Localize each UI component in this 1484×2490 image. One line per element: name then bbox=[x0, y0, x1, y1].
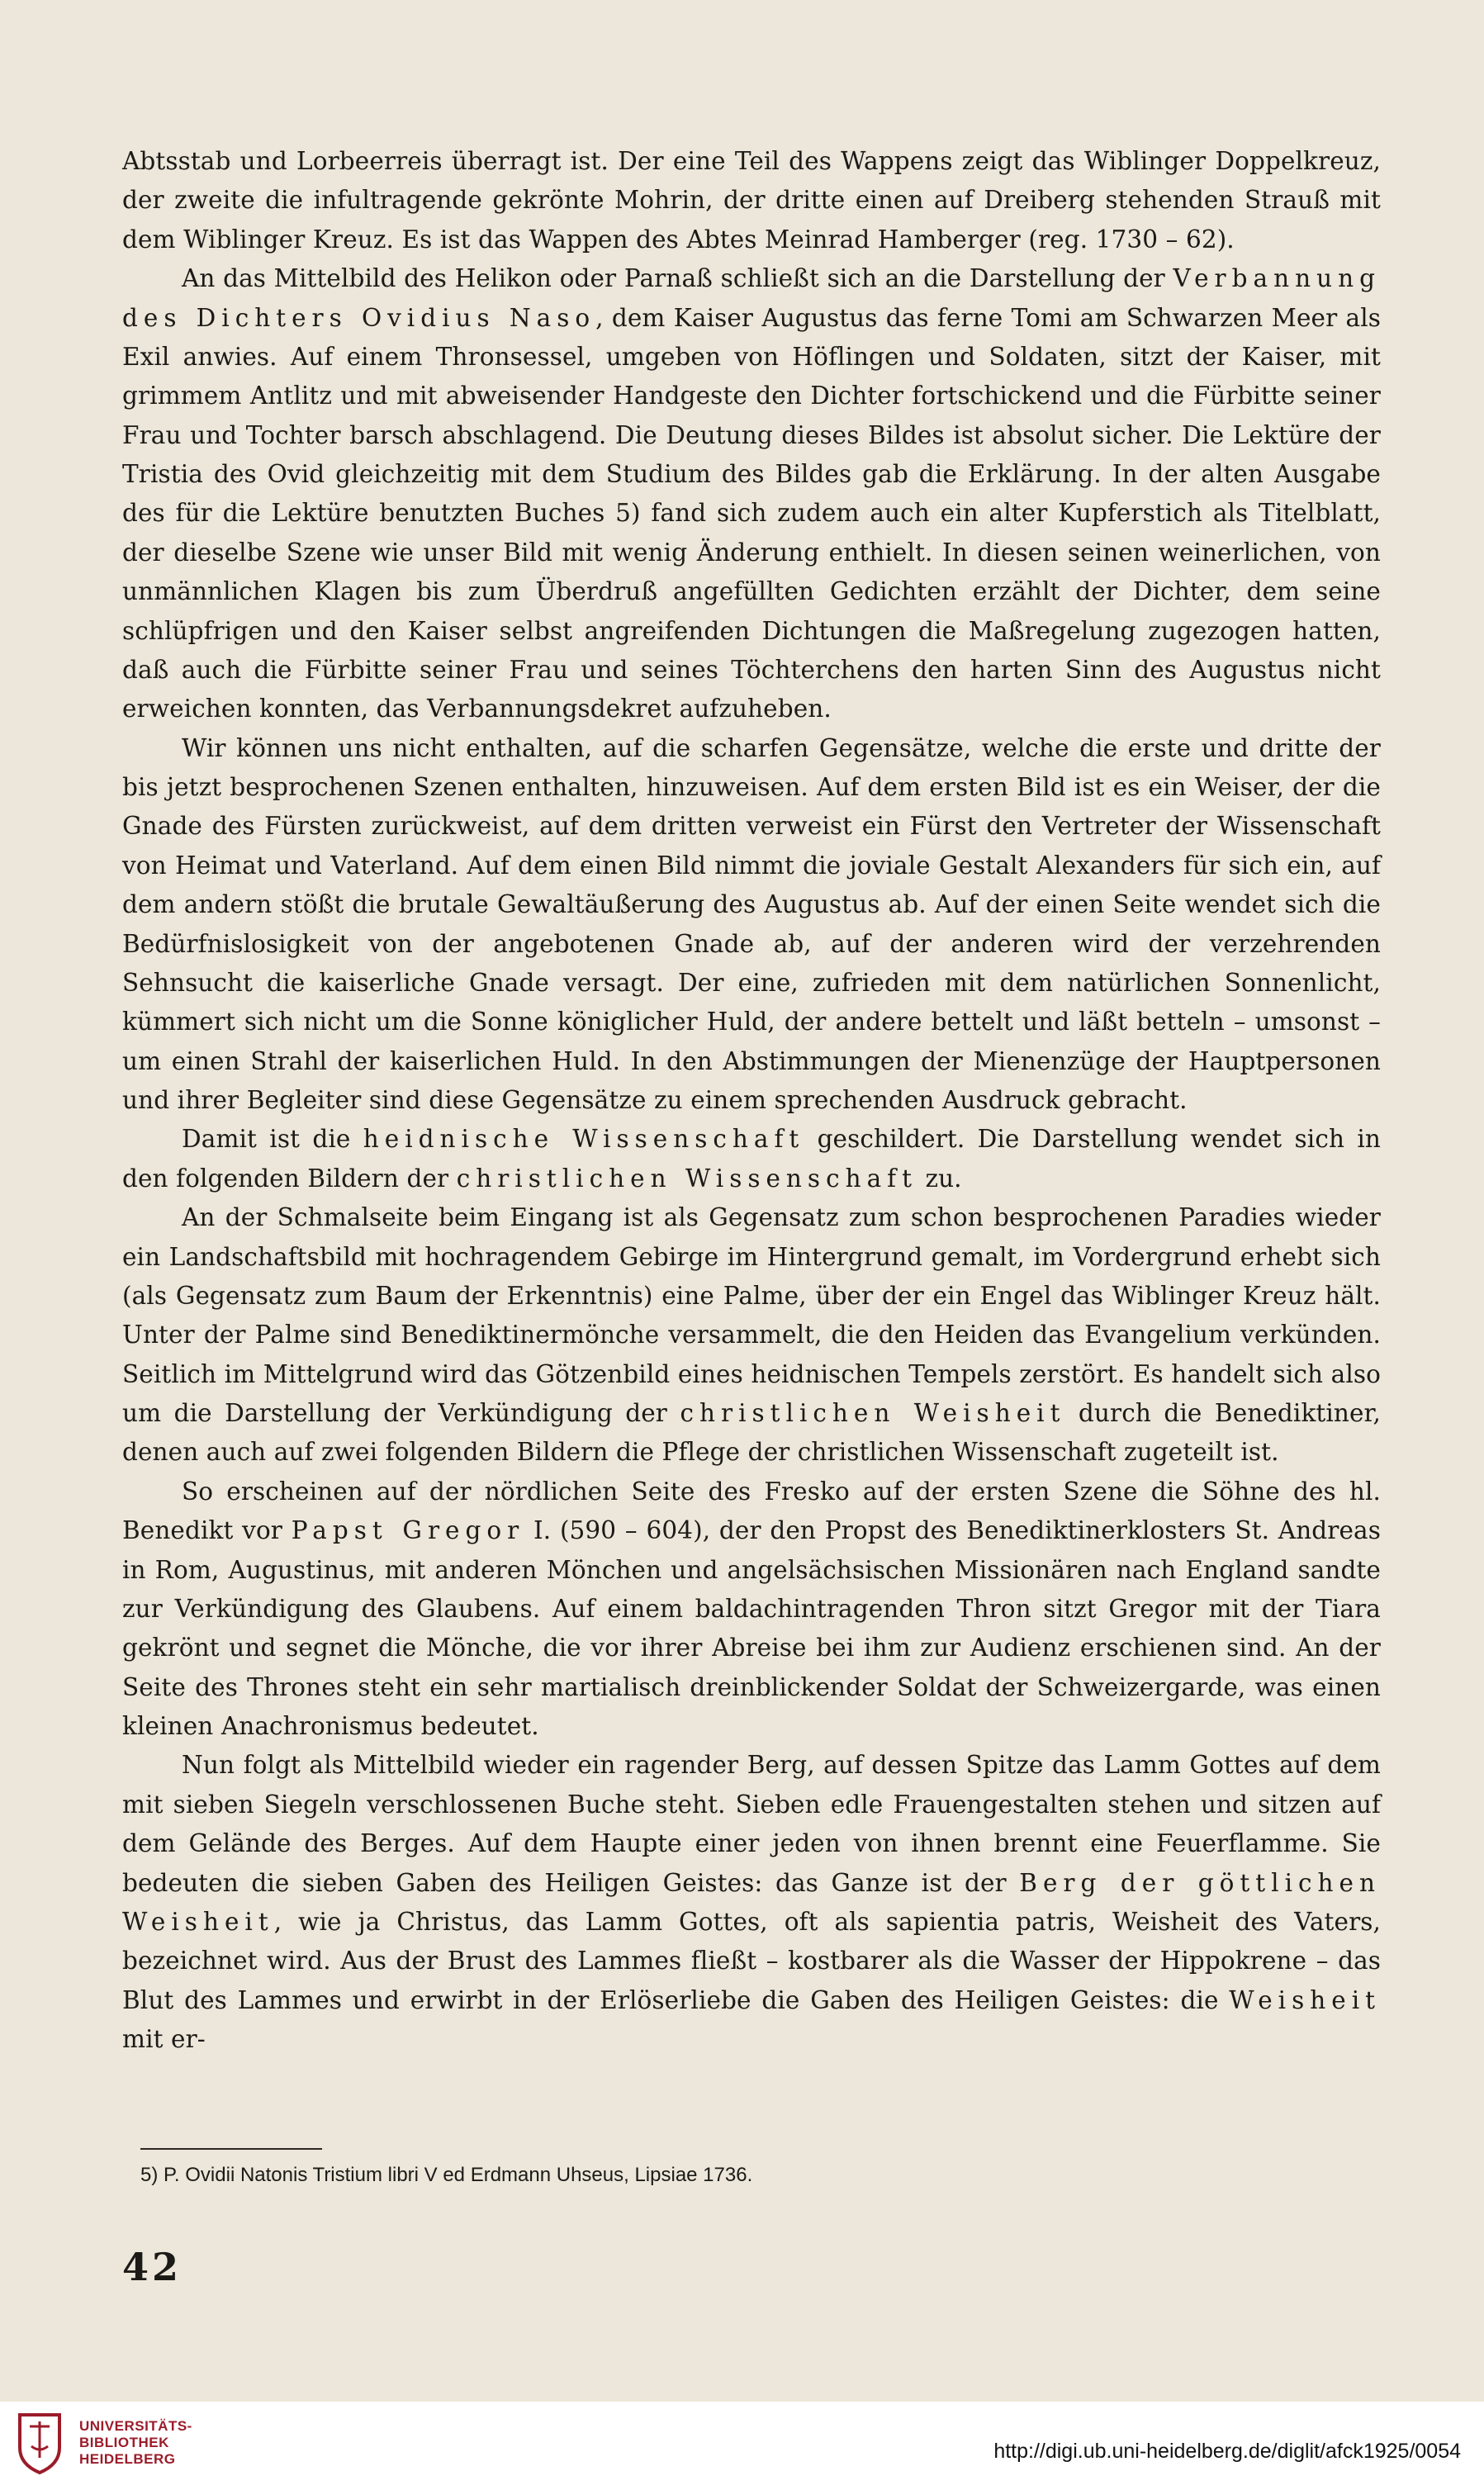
text-run: mit er- bbox=[122, 2025, 206, 2053]
text-run: So erscheinen auf der nördlichen Seite des Fresko auf der ersten Szene die Söhne des hl. Benedikt vor bbox=[122, 1477, 1381, 1545]
library-name[interactable] bbox=[79, 2418, 192, 2468]
spaced-emphasis: christlichen Wissenschaft bbox=[456, 1164, 917, 1193]
text-run: , wie ja Christus, das Lamm Gottes, oft als sapientia patris, Weisheit des Vaters, bezeichnet wird. Aus der Brust des Lammes fließt – kostbarer als die Wasser der Hippokrene – das Blut des Lammes und erwirbt in der Erlöserliebe die Gaben des Heiligen Geistes: die bbox=[122, 1907, 1381, 2014]
library-name-line2: BIBLIOTHEK bbox=[79, 2435, 169, 2450]
spaced-emphasis: Weisheit bbox=[1229, 1985, 1381, 2014]
spaced-emphasis: christlichen Weisheit bbox=[680, 1399, 1066, 1427]
spaced-emphasis: heidnische Wissenschaft bbox=[363, 1125, 805, 1154]
text-run: An der Schmalseite beim Eingang ist als Gegensatz zum schon besprochenen Paradies wieder ein Landschaftsbild mit hochragendem Gebirge im Hintergrund gemalt, im Vordergrund erhebt sich (als Gegensatz zum Baum der Erkenntnis) eine Palme, über der ein Engel das Wiblinger Kreuz hält. Unter der Palme sind Benediktinermönche versammelt, die den Heiden das Evangelium verkünden. Seitlich im Mittelgrund wird das Götzenbild eines heidnischen Tempels zerstört. Es handelt sich also um die Darstellung der Verkündigung der bbox=[122, 1203, 1381, 1427]
paragraph bbox=[122, 1746, 1381, 2059]
library-name-line1: UNIVERSITÄTS- bbox=[79, 2418, 192, 2434]
paragraph bbox=[122, 1473, 1381, 1747]
text-run: An das Mittelbild des Helikon oder Parnaß schließt sich an die Darstellung der bbox=[182, 264, 1173, 293]
page-number: 42 bbox=[122, 2245, 183, 2289]
text-run: Abtsstab und Lorbeerreis überragt ist. Der eine Teil des Wappens zeigt das Wiblinger Doppelkreuz, der zweite die infultragende gekrönte Mohrin, der dritte einen auf Dreiberg stehenden Strauß mit dem Wiblinger Kreuz. Es ist das Wappen des Abtes Meinrad Hamberger (reg. 1730 – 62). bbox=[122, 147, 1381, 254]
heidelberg-seal-icon bbox=[15, 2410, 64, 2476]
footnote: 5) P. Ovidii Natonis Tristium libri V ed Erdmann Uhseus, Lipsiae 1736. bbox=[140, 2164, 753, 2186]
body-text bbox=[122, 142, 1381, 2059]
spaced-emphasis: Verbannung des Dichters Ovidius Naso bbox=[122, 264, 1381, 332]
spaced-emphasis: Berg der göttlichen Weisheit bbox=[122, 1868, 1381, 1936]
paragraph bbox=[122, 259, 1381, 729]
spaced-emphasis: Papst Gregor bbox=[291, 1516, 525, 1545]
paragraph bbox=[122, 729, 1381, 1121]
text-run: geschildert. Die Darstellung wendet sich in den folgenden Bildern der bbox=[122, 1125, 1381, 1193]
paragraph bbox=[122, 1198, 1381, 1473]
text-run: , dem Kaiser Augustus das ferne Tomi am Schwarzen Meer als Exil anwies. Auf einem Thronsessel, umgeben von Höflingen und Soldaten, sitzt der Kaiser, mit grimmem Antlitz und mit abweisender Handgeste den Dichter fortschickend und die Fürbitte seiner Frau und Tochter barsch abschlagend. Die Deutung dieses Bildes ist absolut sicher. Die Lektüre der Tristia des Ovid gleichzeitig mit dem Studium des Bildes gab die Erklärung. In der alten Ausgabe des für die Lektüre benutzten Buches 5) fand sich zudem auch ein alter Kupferstich als Titelblatt, der dieselbe Szene wie unser Bild mit wenig Änderung enthielt. In diesen seinen weinerlichen, von unmännlichen Klagen bis zum Überdruß angefüllten Gedichten erzählt der Dichter, dem seine schlüpfrigen und den Kaiser selbst angreifenden Dichtungen die Maßregelung zugezogen hatten, daß auch die Fürbitte seiner Frau und seines Töchterchens den harten Sinn des Augustus nicht erweichen konnten, das Verbannungsdekret aufzuheben. bbox=[122, 303, 1381, 723]
footnote-rule bbox=[140, 2148, 322, 2150]
text-run: Nun folgt als Mittelbild wieder ein ragender Berg, auf dessen Spitze das Lamm Gottes auf dem mit sieben Siegeln verschlossenen Buche steht. Sieben edle Frauengestalten stehen und sitzen auf dem Gelände des Berges. Auf dem Haupte einer jeden von ihnen brennt eine Feuerflamme. Sie bedeuten die sieben Gaben des Heiligen Geistes: das Ganze ist der bbox=[122, 1751, 1381, 1897]
source-url-link[interactable]: http://digi.ub.uni-heidelberg.de/diglit/afck1925/0054 bbox=[993, 2440, 1461, 2463]
text-run: I. (590 – 604), der den Propst des Benediktinerklosters St. Andreas in Rom, Augustinus, mit anderen Mönchen und angelsächsischen Missionären nach England sandte zur Verkündigung des Glaubens. Auf einem baldachintragenden Thron sitzt Gregor mit der Tiara gekrönt und segnet die Mönche, die vor ihrer Abreise bei ihm zur Audienz erschienen sind. An der Seite des Thrones steht ein sehr martialisch dreinblickender Soldat der Schweizergarde, was einen kleinen Anachronismus bedeutet. bbox=[122, 1516, 1381, 1740]
paragraph bbox=[122, 142, 1381, 259]
text-run: Damit ist die bbox=[182, 1125, 363, 1154]
library-name-line3: HEIDELBERG bbox=[79, 2451, 176, 2467]
text-run: durch die Benediktiner, denen auch auf zwei folgenden Bildern die Pflege der christlichen Wissenschaft zugeteilt ist. bbox=[122, 1399, 1381, 1467]
paragraph bbox=[122, 1120, 1381, 1198]
text-run: zu. bbox=[917, 1164, 962, 1193]
text-run: Wir können uns nicht enthalten, auf die scharfen Gegensätze, welche die erste und dritte der bis jetzt besprochenen Szenen enthalten, hinzuweisen. Auf dem ersten Bild ist es ein Weiser, der die Gnade des Fürsten zurückweist, auf dem dritten verweist ein Fürst den Vertreter der Wissenschaft von Heimat und Vaterland. Auf dem einen Bild nimmt die joviale Gestalt Alexanders für sich ein, auf dem andern stößt die brutale Gewaltäußerung des Augustus ab. Auf der einen Seite wendet sich die Bedürfnislosigkeit von der angebotenen Gnade ab, auf der anderen wird der verzehrenden Sehnsucht die kaiserliche Gnade versagt. Der eine, zufrieden mit dem natürlichen Sonnenlicht, kümmert sich nicht um die Sonne königlicher Huld, der andere bettelt und läßt betteln – umsonst – um einen Strahl der kaiserlichen Huld. In den Abstimmungen der Mienenzüge der Hauptpersonen und ihrer Begleiter sind diese Gegensätze zu einem sprechenden Ausdruck gebracht. bbox=[122, 733, 1381, 1114]
